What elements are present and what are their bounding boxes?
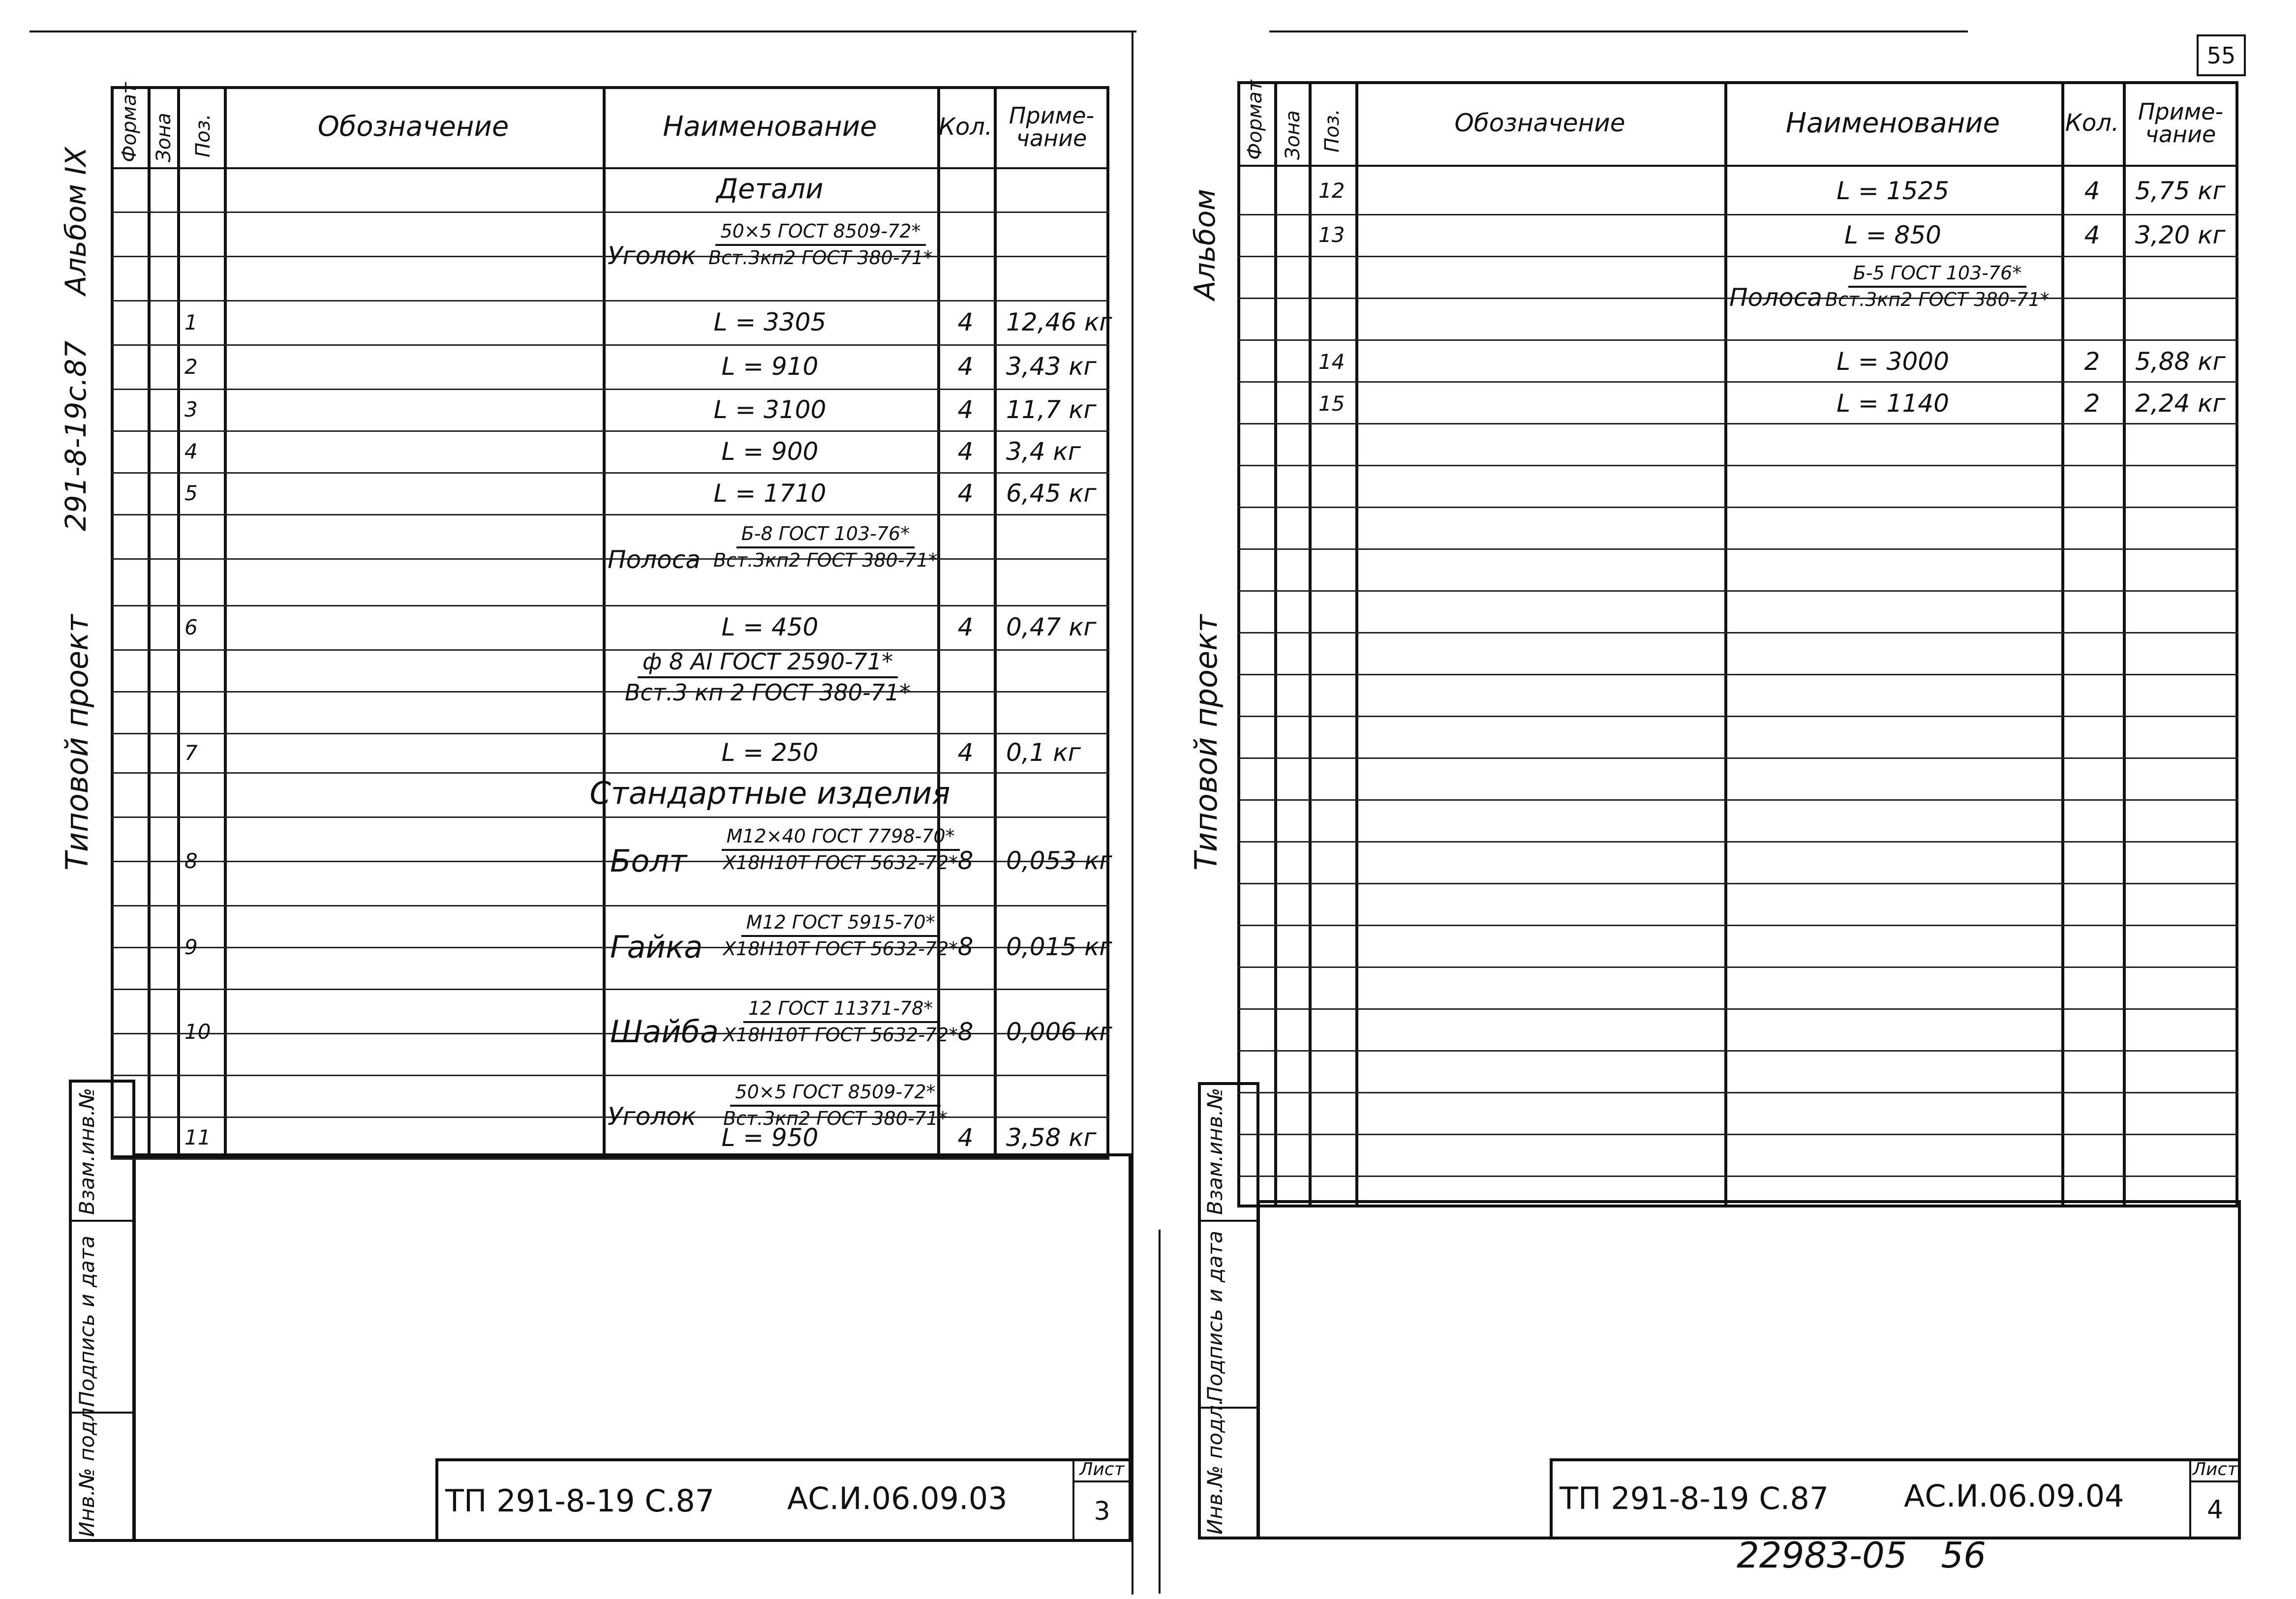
row-poz: 8 bbox=[184, 848, 198, 873]
col-sep bbox=[1309, 81, 1312, 1207]
col-poz: Поз. bbox=[192, 114, 214, 157]
row-naim: L = 910 bbox=[721, 352, 819, 381]
col-oboz: Обозначение bbox=[317, 111, 509, 143]
row-prim: 0,47 кг bbox=[1006, 613, 1097, 641]
row-kol: 2 bbox=[2084, 347, 2100, 376]
top-border-line-right bbox=[1269, 30, 1968, 32]
row-kol: 4 bbox=[957, 479, 974, 508]
row-line bbox=[1237, 632, 2238, 634]
row-poz: 13 bbox=[1318, 223, 1345, 247]
row-naim: L = 250 bbox=[721, 738, 819, 767]
row-line bbox=[1237, 465, 2238, 466]
side-project-type-right: Типовой проект bbox=[1188, 614, 1224, 871]
right-list-label: Лист bbox=[2192, 1459, 2238, 1479]
row-prim: 0,006 кг bbox=[1006, 1017, 1112, 1046]
right-list-num: 4 bbox=[2206, 1495, 2224, 1525]
shaiba-name: Шайба bbox=[610, 1014, 719, 1050]
row-naim: L = 950 bbox=[721, 1123, 819, 1152]
row-prim: 3,58 кг bbox=[1006, 1123, 1097, 1152]
row-poz: 15 bbox=[1318, 391, 1345, 416]
bolt-name: Болт bbox=[610, 843, 687, 879]
right-polosa-name: Полоса bbox=[1729, 283, 1822, 312]
row-naim: L = 1140 bbox=[1837, 389, 1949, 418]
row-line bbox=[1237, 841, 2238, 843]
col-sep bbox=[224, 86, 227, 1158]
right-polosa-top: Б-5 ГОСТ 103-76* bbox=[1848, 263, 2027, 288]
row-poz: 9 bbox=[184, 935, 198, 959]
polosa-name: Полоса bbox=[608, 545, 701, 574]
row-kol: 4 bbox=[957, 613, 974, 641]
side-album: Альбом IX bbox=[59, 147, 92, 295]
page-number: 55 bbox=[2206, 42, 2236, 69]
gaika-top: М12 ГОСТ 5915-70* bbox=[741, 912, 940, 937]
row-line bbox=[1237, 925, 2238, 926]
ugolok2-name: Уголок bbox=[608, 1102, 697, 1131]
row-line bbox=[1237, 507, 2238, 508]
col-sep bbox=[148, 86, 151, 1158]
row-naim: L = 3000 bbox=[1837, 347, 1949, 376]
rod-spec bbox=[620, 649, 916, 705]
row-kol: 4 bbox=[957, 352, 974, 381]
row-prim: 3,43 кг bbox=[1006, 352, 1097, 381]
row-line bbox=[1237, 548, 2238, 550]
side-inv: Инв.№ подл. bbox=[75, 1401, 99, 1537]
polosa-bot: Вст.3кп2 ГОСТ 380-71* bbox=[713, 549, 938, 571]
row-kol: 8 bbox=[957, 933, 974, 961]
side-sep bbox=[1198, 1220, 1259, 1222]
side-project-code: 291-8-19с.87 bbox=[59, 340, 92, 531]
row-line bbox=[1237, 799, 2238, 801]
row-prim: 5,88 кг bbox=[2135, 347, 2226, 376]
shaiba-bot: Х18Н10Т ГОСТ 5632-72* bbox=[723, 1024, 958, 1046]
gaika-bot: Х18Н10Т ГОСТ 5632-72* bbox=[723, 937, 958, 960]
col-sep bbox=[2123, 81, 2126, 1207]
row-poz: 14 bbox=[1318, 349, 1345, 374]
col-poz: Поз. bbox=[1321, 109, 1344, 152]
row-line bbox=[1237, 674, 2238, 675]
row-poz: 2 bbox=[184, 354, 198, 379]
side-album-right: Альбом bbox=[1188, 189, 1222, 300]
col-sep bbox=[177, 86, 180, 1158]
row-prim: 0,053 кг bbox=[1006, 846, 1112, 875]
row-line bbox=[1237, 1008, 2238, 1010]
side-vzam: Взам.инв.№ bbox=[75, 1087, 99, 1215]
row-prim: 5,75 кг bbox=[2135, 176, 2226, 205]
row-line bbox=[1237, 757, 2238, 759]
row-line bbox=[1237, 590, 2238, 592]
side-vzam-right: Взам.инв.№ bbox=[1203, 1087, 1227, 1215]
bolt-spec bbox=[718, 826, 963, 874]
col-zona: Зона bbox=[1282, 110, 1304, 160]
side-podpis-right: Подпись и дата bbox=[1203, 1231, 1227, 1402]
row-poz: 11 bbox=[184, 1125, 211, 1149]
row-line bbox=[1237, 1050, 2238, 1052]
ugolok1-top: 50×5 ГОСТ 8509-72* bbox=[715, 221, 925, 246]
col-kol: Кол. bbox=[2065, 109, 2119, 137]
col-prim: Приме-чание bbox=[2138, 98, 2224, 148]
row-prim: 3,20 кг bbox=[2135, 220, 2226, 249]
col-naim: Наименование bbox=[663, 111, 877, 143]
row-prim: 3,4 кг bbox=[1006, 437, 1081, 466]
row-line bbox=[111, 691, 1109, 693]
row-poz: 4 bbox=[184, 439, 198, 463]
side-sep bbox=[69, 1220, 135, 1222]
col-sep bbox=[1355, 81, 1358, 1207]
row-kol: 4 bbox=[2084, 220, 2100, 249]
row-line bbox=[1237, 883, 2238, 884]
row-prim: 0,1 кг bbox=[1006, 738, 1081, 767]
row-prim: 2,24 кг bbox=[2135, 389, 2226, 418]
gaika-spec bbox=[718, 912, 963, 960]
right-stamp-code: ТП 291-8-19 С.87 bbox=[1560, 1480, 1829, 1516]
row-kol: 4 bbox=[957, 738, 974, 767]
row-naim: L = 3305 bbox=[713, 308, 827, 336]
ugolok2-top: 50×5 ГОСТ 8509-72* bbox=[730, 1082, 940, 1107]
side-podpis: Подпись и дата bbox=[75, 1236, 99, 1407]
row-kol: 8 bbox=[957, 846, 974, 875]
row-naim: L = 900 bbox=[721, 437, 819, 466]
row-poz: 10 bbox=[184, 1020, 211, 1044]
row-naim: L = 3100 bbox=[713, 395, 827, 424]
row-poz: 1 bbox=[184, 310, 198, 334]
left-list-label: Лист bbox=[1079, 1459, 1125, 1479]
left-list-num: 3 bbox=[1094, 1496, 1110, 1526]
row-naim: L = 450 bbox=[721, 613, 819, 641]
row-line bbox=[1237, 1134, 2238, 1135]
row-line bbox=[1237, 1092, 2238, 1093]
footer-number: 22983-05 56 bbox=[1737, 1535, 1986, 1576]
right-stamp-doc: АС.И.06.09.04 bbox=[1904, 1478, 2124, 1514]
bolt-bot: Х18Н10Т ГОСТ 5632-72* bbox=[723, 851, 958, 874]
row-kol: 2 bbox=[2084, 389, 2100, 418]
col-format: Формат bbox=[1244, 80, 1266, 160]
ugolok1-name: Уголок bbox=[608, 241, 697, 270]
rod-top: ф 8 AI ГОСТ 2590-71* bbox=[638, 649, 898, 678]
shaiba-spec bbox=[718, 998, 963, 1046]
row-poz: 3 bbox=[184, 397, 198, 422]
row-prim: 0,015 кг bbox=[1006, 933, 1112, 961]
left-stamp-doc: АС.И.06.09.03 bbox=[787, 1480, 1008, 1516]
row-naim: L = 1710 bbox=[713, 479, 827, 508]
section-standard: Стандартные изделия bbox=[589, 775, 950, 811]
gaika-name: Гайка bbox=[610, 929, 703, 965]
ugolok1-bot: Вст.3кп2 ГОСТ 380-71* bbox=[708, 246, 933, 269]
polosa-top: Б-8 ГОСТ 103-76* bbox=[736, 524, 915, 548]
row-kol: 4 bbox=[957, 1123, 974, 1152]
col-prim: Приме-чание bbox=[1009, 102, 1095, 151]
col-sep bbox=[994, 86, 997, 1158]
rod-bot: Вст.3 кп 2 ГОСТ 380-71* bbox=[625, 679, 911, 706]
row-prim: 6,45 кг bbox=[1006, 479, 1097, 508]
side-project-type: Типовой проект bbox=[59, 614, 95, 871]
col-sep bbox=[1274, 81, 1277, 1207]
row-kol: 4 bbox=[2084, 176, 2100, 205]
ugolok1-spec bbox=[704, 221, 938, 269]
section-details: Детали bbox=[716, 173, 824, 205]
shaiba-top: 12 ГОСТ 11371-78* bbox=[743, 998, 938, 1023]
row-naim: L = 850 bbox=[1844, 220, 1941, 249]
row-line bbox=[1237, 716, 2238, 717]
col-naim: Наименование bbox=[1785, 107, 2000, 139]
row-prim: 12,46 кг bbox=[1006, 308, 1112, 336]
col-zona: Зона bbox=[153, 113, 175, 162]
bolt-top: М12×40 ГОСТ 7798-70* bbox=[722, 826, 960, 851]
row-prim: 11,7 кг bbox=[1006, 395, 1097, 424]
side-inv-right: Инв.№ подл. bbox=[1203, 1398, 1227, 1535]
row-poz: 6 bbox=[184, 615, 198, 639]
page-divider-2 bbox=[1159, 1230, 1161, 1594]
right-polosa-bot: Вст.3кп2 ГОСТ 380-71* bbox=[1825, 288, 2050, 310]
row-poz: 5 bbox=[184, 481, 198, 505]
col-format: Формат bbox=[118, 82, 141, 162]
row-kol: 4 bbox=[957, 395, 974, 424]
row-poz: 12 bbox=[1318, 179, 1345, 203]
row-kol: 8 bbox=[957, 1017, 974, 1046]
col-kol: Кол. bbox=[938, 113, 993, 141]
right-polosa-spec bbox=[1820, 263, 2054, 310]
row-kol: 4 bbox=[957, 437, 974, 466]
left-stamp-code: ТП 291-8-19 С.87 bbox=[445, 1483, 715, 1519]
header-bottom bbox=[1237, 165, 2238, 167]
page-divider bbox=[1132, 30, 1133, 1595]
row-line bbox=[1237, 966, 2238, 968]
row-naim: L = 1525 bbox=[1837, 176, 1949, 205]
row-poz: 7 bbox=[184, 740, 198, 765]
row-kol: 4 bbox=[957, 308, 974, 336]
col-oboz: Обозначение bbox=[1454, 109, 1625, 137]
top-border-line bbox=[30, 30, 1136, 32]
row-line bbox=[111, 649, 1109, 651]
polosa-spec bbox=[708, 524, 943, 571]
row-line bbox=[1237, 1176, 2238, 1177]
ugolok2-bot: Вст.3кп2 ГОСТ 380-71* bbox=[723, 1107, 948, 1129]
row-line bbox=[111, 1158, 1109, 1160]
